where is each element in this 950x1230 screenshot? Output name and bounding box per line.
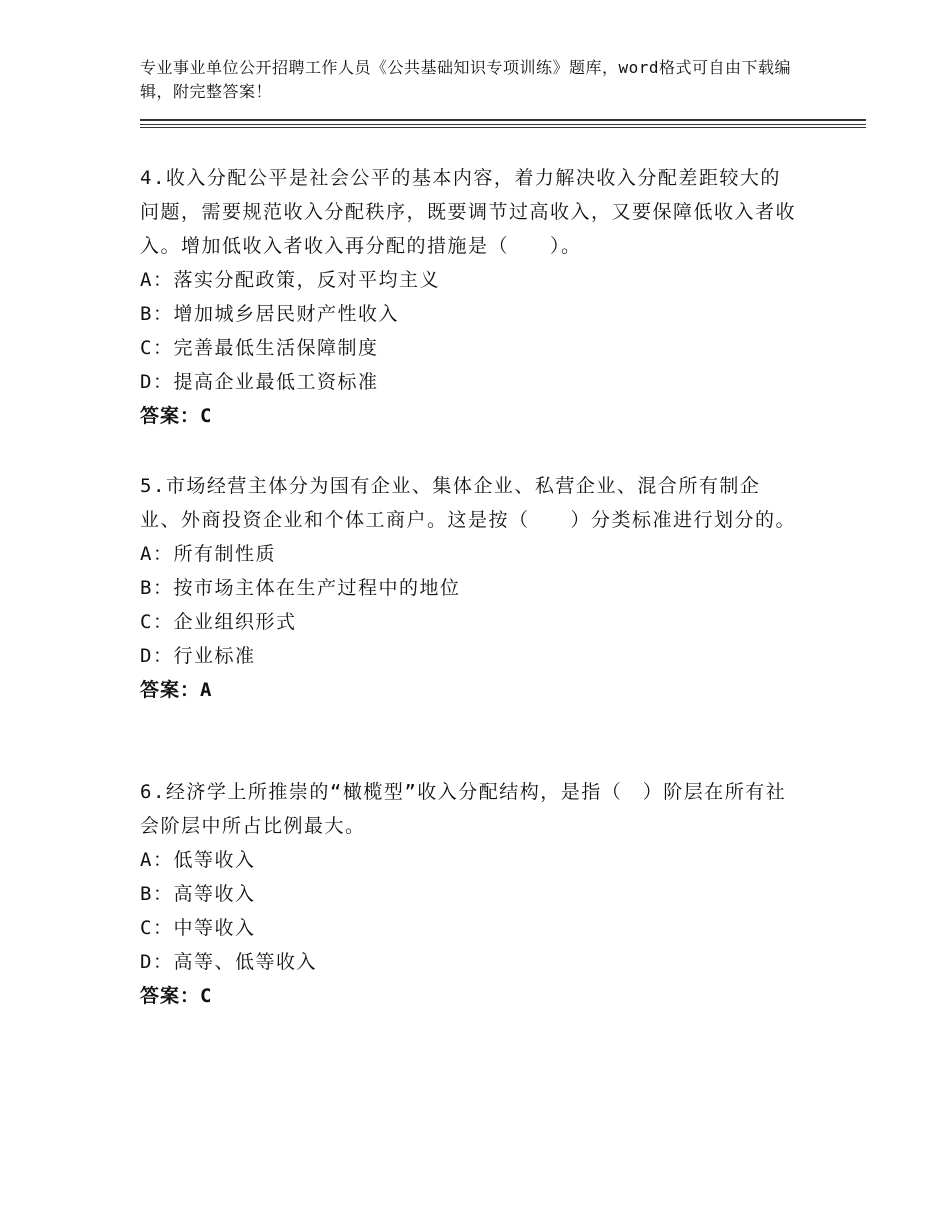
question-stem: 5.市场经营主体分为国有企业、集体企业、私营企业、混合所有制企业、外商投资企业和个体工商户。这是按（ ）分类标准进行划分的。	[140, 475, 797, 531]
question-stem: 6.经济学上所推崇的“橄榄型”收入分配结构，是指（ ）阶层在所有社会阶层中所占比例最大。	[140, 781, 787, 837]
question-stem: 4.收入分配公平是社会公平的基本内容，着力解决收入分配差距较大的问题，需要规范收入分配秩序，既要调节过高收入，又要保障低收入者收入。增加低收入者收入再分配的措施是（ ）。	[140, 167, 797, 257]
option-a: A：落实分配政策，反对平均主义	[140, 269, 440, 291]
question-4	[140, 161, 796, 433]
option-a: A：所有制性质	[140, 543, 276, 565]
answer: 答案：A	[140, 679, 213, 701]
option-b: B：按市场主体在生产过程中的地位	[140, 577, 461, 599]
question-6	[140, 775, 796, 1013]
option-d: D：高等、低等收入	[140, 951, 317, 973]
header-divider-thin-1	[140, 124, 866, 125]
answer: 答案：C	[140, 985, 213, 1007]
option-a: A：低等收入	[140, 849, 256, 871]
header-divider-thin-2	[140, 127, 866, 128]
option-c: C：中等收入	[140, 917, 256, 939]
option-b: B：高等收入	[140, 883, 256, 905]
option-c: C：企业组织形式	[140, 611, 297, 633]
option-d: D：行业标准	[140, 645, 256, 667]
option-d: D：提高企业最低工资标准	[140, 371, 379, 393]
answer: 答案：C	[140, 405, 213, 427]
header-divider-thick	[140, 119, 866, 121]
question-5	[140, 469, 796, 707]
document-header: 专业事业单位公开招聘工作人员《公共基础知识专项训练》题库，word格式可自由下载编辑，附完整答案！	[140, 58, 792, 101]
option-b: B：增加城乡居民财产性收入	[140, 303, 399, 325]
option-c: C：完善最低生活保障制度	[140, 337, 379, 359]
